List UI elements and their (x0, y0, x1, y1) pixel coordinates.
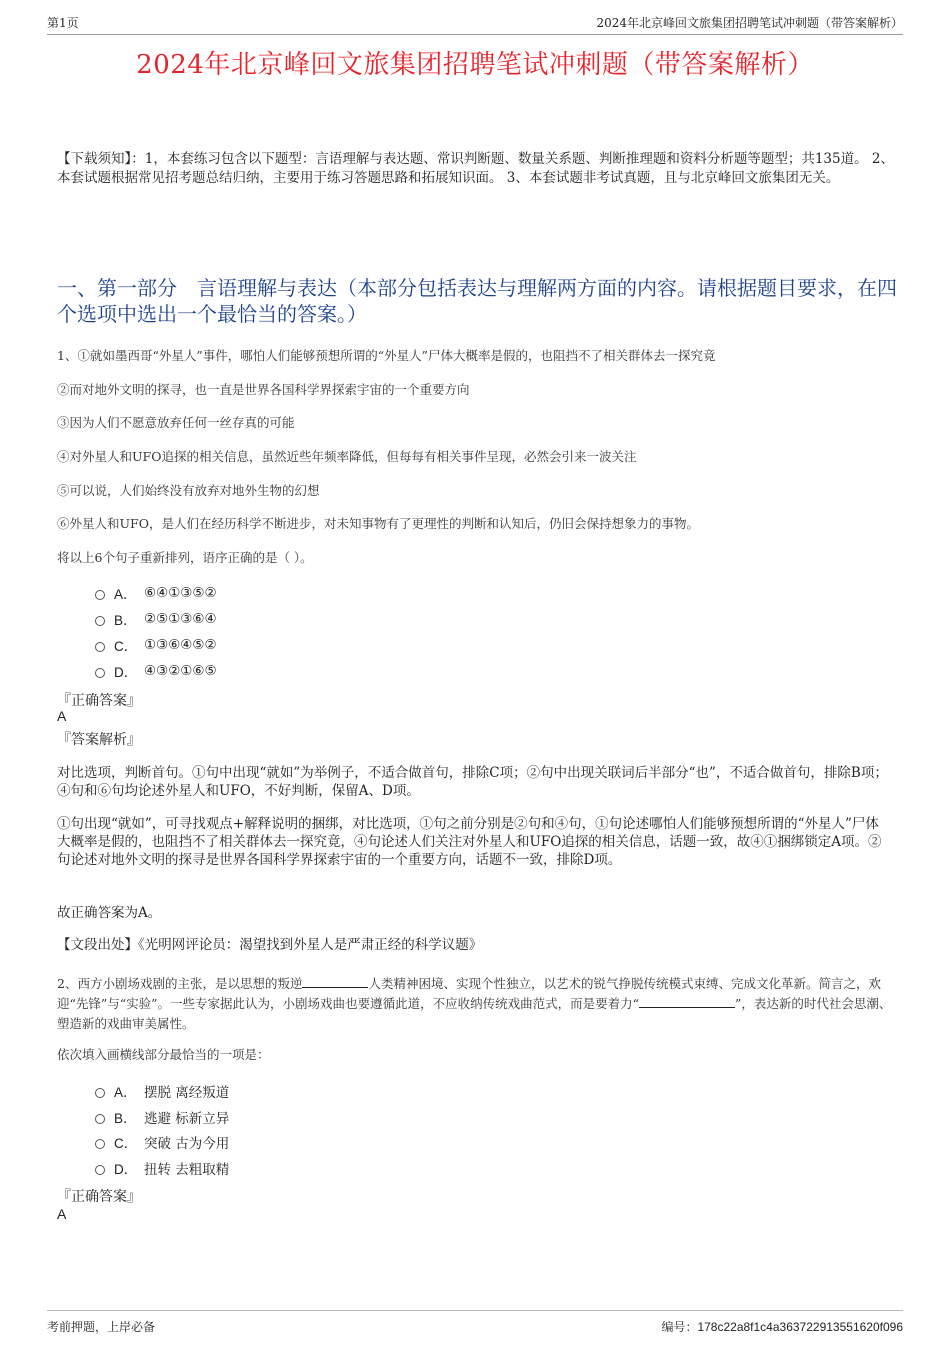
radio-button[interactable] (95, 616, 105, 626)
q1-line-1: 1、①就如墨西哥“外星人”事件，哪怕人们能够预想所谓的“外星人”尸体大概率是假的，也阻挡不了相关群体去一探究竟 (57, 348, 716, 363)
q1-answer: A (57, 708, 67, 724)
q2-stem: 2、西方小剧场戏剧的主张，是以思想的叛逆 人类精神困境、实现个性独立，以艺术的锐气挣脱传统模式束缚、完成文化革新。简言之，欢迎“先锋”与“实验”。一些专家据此认为，小剧场戏曲也要遵循此道，不应收纳传统戏曲范式，而是要着力“ ”，表达新的时代社会思潮、塑造新的戏曲审美属性。 (57, 976, 892, 1031)
q2-answer: A (57, 1206, 67, 1222)
q1-option-a[interactable]: A． ⑥④①③⑤② (95, 583, 217, 603)
q1-option-c[interactable]: C． ①③⑥④⑤② (95, 635, 217, 655)
radio-button[interactable] (95, 1114, 105, 1124)
q1-line-4: ④对外星人和UFO追探的相关信息，虽然近些年频率降低，但每每有相关事件呈现，必然会引来一波关注 (57, 449, 637, 464)
q2-option-a[interactable]: A． 摆脱 离经叛道 (95, 1081, 229, 1101)
q2-option-d[interactable]: D． 扭转 去粗取精 (95, 1158, 229, 1178)
q2-option-c[interactable]: C． 突破 古为今用 (95, 1132, 229, 1152)
download-notice: 【下载须知】：1，本套练习包含以下题型：言语理解与表达题、常识判断题、数量关系题、判断推理题和资料分析题等题型；共135道。 2、本套试题根据常见招考题总结归纳，主要用于练习答题思路和拓展知识面。 3、本套试题非考试真题，且与北京峰回文旅集团无关。 (57, 151, 894, 186)
q1-analysis-p3: 故正确答案为A。 (57, 905, 162, 921)
q1-analysis-p2: ①句出现“就如”，可寻找观点+解释说明的捆绑，对比选项，①句之前分别是②句和④句，①句论述哪怕人们能够预想所谓的“外星人”尸体大概率是假的，也阻挡不了相关群体去一探究竟，④句论述人们关注对外星人和UFO追探的相关信息，话题一致，故④①捆绑锁定A项。②句论述对地外文明的探寻是世界各国科学界探索宇宙的一个重要方向，话题不一致，排除D项。 (57, 816, 882, 868)
fill-blank-1 (302, 975, 368, 988)
q1-analysis-p1: 对比选项，判断首句。①句中出现“就如”为举例子，不适合做首句，排除C项；②句中出现关联词后半部分“也”，不适合做首句，排除B项；④句和⑥句均论述外星人和UFO，不好判断，保留A、D项。 (57, 765, 888, 799)
radio-button[interactable] (95, 642, 105, 652)
page-footer (47, 1310, 903, 1335)
q1-prompt: 将以上6个句子重新排列，语序正确的是（ ）。 (57, 550, 313, 565)
document-title: 2024年北京峰回文旅集团招聘笔试冲刺题（带答案解析） (136, 50, 814, 80)
q1-line-5: ⑤可以说，人们始终没有放弃对地外生物的幻想 (57, 483, 320, 498)
radio-button[interactable] (95, 1088, 105, 1098)
footer-slogan: 考前押题，上岸必备 (47, 1320, 156, 1334)
q1-source: 【文段出处】《光明网评论员：渴望找到外星人是严肃正经的科学议题》 (57, 937, 483, 953)
q1-line-3: ③因为人们不愿意放弃任何一丝存真的可能 (57, 415, 295, 430)
section-title: 一、第一部分 言语理解与表达（本部分包括表达与理解两方面的内容。请根据题目要求，在四个选项中选出一个最恰当的答案。） (57, 276, 897, 326)
q2-option-b[interactable]: B． 逃避 标新立异 (95, 1107, 229, 1127)
fill-blank-2 (639, 995, 735, 1008)
q1-answer-label: 『正确答案』 (57, 693, 141, 709)
q1-analysis-label: 『答案解析』 (57, 732, 141, 748)
radio-button[interactable] (95, 590, 105, 600)
page-header (47, 14, 903, 35)
q1-option-b[interactable]: B． ②⑤①③⑥④ (95, 609, 217, 629)
radio-button[interactable] (95, 668, 105, 678)
q1-line-6: ⑥外星人和UFO，是人们在经历科学不断进步，对未知事物有了更理性的判断和认知后，仍旧会保持想象力的事物。 (57, 516, 699, 531)
footer-code: 编号：178c22a8f1c4a363722913551620f096 (661, 1320, 903, 1334)
page-number: 第1页 (47, 16, 79, 30)
q2-prompt: 依次填入画横线部分最恰当的一项是： (57, 1047, 270, 1062)
q1-line-2: ②而对地外文明的探寻，也一直是世界各国科学界探索宇宙的一个重要方向 (57, 382, 470, 397)
q1-option-d[interactable]: D． ④③②①⑥⑤ (95, 661, 217, 681)
radio-button[interactable] (95, 1139, 105, 1149)
q2-answer-label: 『正确答案』 (57, 1189, 141, 1205)
radio-button[interactable] (95, 1165, 105, 1175)
header-doc-title: 2024年北京峰回文旅集团招聘笔试冲刺题（带答案解析） (596, 16, 903, 30)
